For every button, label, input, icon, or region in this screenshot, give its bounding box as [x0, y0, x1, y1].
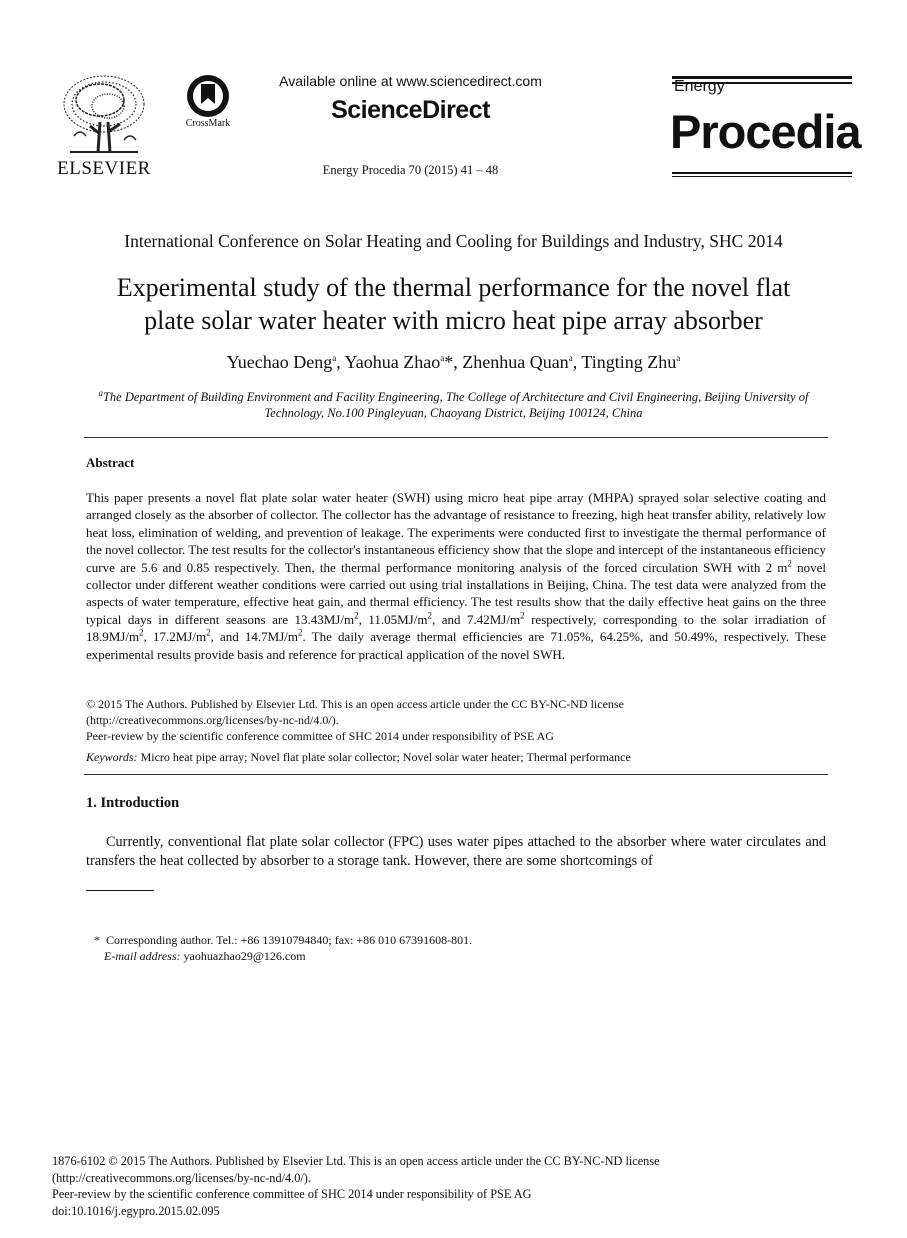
- divider: [84, 774, 828, 775]
- author-list: Yuechao Deng$^a$, Yaohua Zhao$^a$*, Zhenhua Quan$^a$, Tingting Zhu$^a$: [226, 352, 681, 372]
- footnote: [94, 932, 794, 964]
- section-heading: 1. Introduction: [86, 795, 180, 811]
- crossmark-label: CrossMark: [185, 118, 231, 129]
- author-name: Yaohua Zhao: [344, 352, 441, 372]
- license-notice: [86, 696, 826, 745]
- crossmark-badge[interactable]: [178, 74, 238, 134]
- journal-name-small: Energy: [674, 78, 725, 95]
- affiliation: [84, 389, 823, 421]
- title-line: plate solar water heater with micro heat pipe array absorber: [144, 306, 763, 335]
- author-affiliation-mark: a: [332, 353, 337, 363]
- elsevier-tree-icon: [60, 74, 148, 156]
- journal-name-large: Procedia: [670, 105, 861, 158]
- footer-peer-review: Peer-review by the scientific conference committee of SHC 2014 under responsibility of PSE AG: [52, 1187, 532, 1202]
- elsevier-logo: [56, 74, 152, 178]
- journal-citation: Energy Procedia 70 (2015) 41 – 48: [322, 163, 499, 177]
- elsevier-wordmark: ELSEVIER: [57, 158, 151, 179]
- keywords-text: Micro heat pipe array; Novel flat plate solar collector; Novel solar water heater; Thermal performance: [137, 750, 631, 764]
- keywords: [86, 750, 826, 765]
- footer-issn-line: 1876-6102 © 2015 The Authors. Published by Elsevier Ltd. This is an open access article under the CC BY-NC-ND license: [52, 1154, 660, 1168]
- available-online-text: Available online at www.sciencedirect.com: [279, 73, 542, 89]
- corresponding-mark: *: [444, 352, 454, 372]
- affiliation-line: Technology, No.100 Pingleyuan, Chaoyang District, Beijing 100124, China: [264, 406, 643, 420]
- section-paragraph: Currently, conventional flat plate solar collector (FPC) uses water pipes attached to the absorber where water circulates and transfers the heat collected by absorber to a storage tank. However, there are some shortcomings of: [86, 834, 826, 869]
- author-affiliation-mark: a: [440, 353, 445, 363]
- divider: [84, 437, 828, 438]
- title-line: Experimental study of the thermal performance for the novel flat: [116, 273, 791, 302]
- paper-title: [60, 271, 847, 337]
- peer-review-line: Peer-review by the scientific conference committee of SHC 2014 under responsibility of PSE AG: [86, 729, 554, 744]
- abstract-body: This paper presents a novel flat plate solar water heater (SWH) using micro heat pipe array (MHPA) sprayed solar selective coating and arranged closely as the absorber of collector. The collector has the advantage of resistance to freezing, high heat transfer ability, relatively low heat loss, elimination of welding, and prevention of leakage. The experiments were conducted first to investigate the thermal performance of the novel collector. The test results for the collector's instantaneous efficiency show that the slope and intercept of the instantaneous efficiency curve are 5.6 and 0.85 respectively. Then, the thermal performance monitoring analysis of the forced circulation SWH with 2 $m^2$ novel collector under different weather conditions were carried out using trial installations in Beijing, China. The test data were analyzed from the aspects of water temperature, effective heat gain, and thermal efficiency. The test results show that the daily effective heat gains on the three typical days in different seasons are $13.43MJ/m^2$, $11.05MJ/m^2$, and $7.42MJ/m^2$ respectively, corresponding to the solar irradiation of $18.9MJ/m^2$, $17.2MJ/m^2$, and $14.7MJ/m^2$. The daily average thermal efficiencies are 71.05%, 64.25%, and 50.49%, respectively. These experimental results provide basis and reference for practical application of the novel SWH.: [86, 490, 826, 662]
- logo-rule: [672, 176, 852, 177]
- author-affiliation-mark: a: [568, 353, 573, 363]
- affiliation-line: The Department of Building Environment and Facility Engineering, The College of Architecture and Civil Engineering, Beijing University of: [102, 390, 809, 404]
- page-footer: [52, 1153, 852, 1219]
- crossmark-icon: [186, 74, 230, 118]
- author-name: Yuechao Deng: [226, 352, 333, 372]
- license-link[interactable]: (http://creativecommons.org/licenses/by-nc-nd/4.0/).: [86, 713, 339, 728]
- footnote-mark: *: [94, 933, 100, 947]
- email-label: E-mail address:: [104, 949, 181, 963]
- keywords-label: Keywords:: [86, 750, 138, 764]
- license-line: © 2015 The Authors. Published by Elsevier Ltd. This is an open access article under the CC BY-NC-ND license: [86, 697, 624, 711]
- logo-rule: [672, 172, 852, 174]
- email-address[interactable]: yaohuazhao29@126.com: [183, 949, 306, 963]
- conference-name: International Conference on Solar Heating and Cooling for Buildings and Industry, SHC 2014: [124, 231, 783, 251]
- footer-doi[interactable]: doi:10.1016/j.egypro.2015.02.095: [52, 1203, 220, 1218]
- abstract-heading: Abstract: [86, 455, 135, 470]
- sciencedirect-logo: ScienceDirect: [331, 96, 490, 124]
- affiliation-mark: a: [98, 387, 103, 398]
- corresponding-author-line: Corresponding author. Tel.: +86 13910794840; fax: +86 010 67391608-801.: [106, 933, 473, 947]
- author-name: Tingting Zhu: [581, 352, 677, 372]
- author-affiliation-mark: a: [676, 353, 681, 363]
- footnote-rule: [86, 890, 154, 891]
- author-name: Zhenhua Quan: [462, 352, 569, 372]
- footer-license-link[interactable]: (http://creativecommons.org/licenses/by-nc-nd/4.0/).: [52, 1170, 311, 1185]
